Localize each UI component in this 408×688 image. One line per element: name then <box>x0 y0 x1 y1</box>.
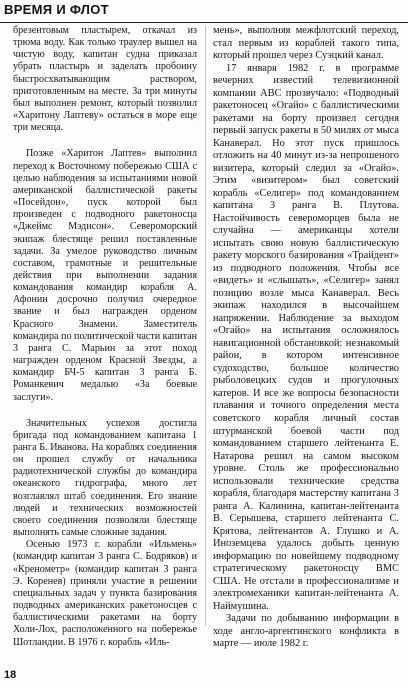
paragraph: Задачи по добыванию информации в ходе англо-аргентинского конфликта в марте — июле 1982 г. <box>213 613 399 650</box>
page-number: 18 <box>4 669 17 681</box>
paragraph: 17 января 1982 г. в программе вечерних известий телевизионной компании ABC прозвучало: «Подводный ракетоносец «Огайо» с баллистическими ракетами на борту произвел сегодня первый запуск ракеты в 50 милях от мыса Канаверал. Но этот пуск пришлось отложить на 40 минут из-за непрошеного визитера, который следил за «Огайо». Этим «визитером» был советский корабль «Селигер» под командованием капитана 3 ранга В. Плутова. Настойчивость североморцев была не случайна — американцы хотели испытать свою новую баллистическую ракету морского базирования «Трайдент» из подводного положения. Чтобы все «видеть» и «слышать», «Селигер» занял позицию возле мыса Канаверал. Весь экипаж находился в высочайшем напряжении. Наблюдение за выходом «Огайо» на испытания осложнялось навигационной обстановкой: незнакомый район, в котором интенсивное судоходство, большое количество рыболовецких судов и прогулочных катеров. И все же вопросы безопасности плавания и точного определения места советского корабля личный состав штурманской боевой части под командованием старшего лейтенанта Е. Натарова решил на самом высоком уровне. Столь же профессионально использовали технические средства корабля, благодаря мастерству капитана 3 ранга А. Калинина, капитан-лейтенанта В. Серышева, старшего лейтенанта С. Крятова, лейтенантов А. Глушко и А. Иноземцева удалось добыть ценную информацию по новейшему подводному стратегическому ракетоносцу ВМС США. Не отстали в профессионализме и электромеханики капитан-лейтенанта А. Наймушина. <box>213 62 399 612</box>
article-column-right <box>213 25 399 651</box>
paragraph: Значительных успехов достигла бригада под командованием капитана 1 ранга Б. Иванова. На кораблях соединения он прошел службу от начальника радиотехнической службы до командира океанского гидрографа, много лет возглавлял штаб соединения. Его знание людей и технических возможностей своего соединения позволяли блестяще выполнять самые сложные задания. <box>13 417 197 539</box>
article-column-left <box>13 25 197 649</box>
column-divider <box>205 26 206 626</box>
paragraph: мень», выполняя межфлотский переход, стал первым из кораблей такого типа, который прошел через Суэцкий канал. <box>213 25 399 62</box>
paragraph: брезентовым пластырем, откачал из трюма воду. Как только траулер вышел на чистую воду, капитан судна приказал убрать пластырь и заделать пробоину быстросхватывающим раствором, приготовленным на месте. За три минуты был выполнен ремонт, который позволил «Харитону Лаптеву» остаться в море еще три месяца. <box>13 25 197 134</box>
section-title: ВРЕМЯ И ФЛОТ <box>4 2 109 17</box>
paragraph: Позже «Харитон Лаптев» выполнил переход к Восточному побережью США с целью наблюдения за испытаниями новой американской баллистической ракеты «Посейдон», пуск которой был произведен с подводного ракетоносца «Джеймс Мэдисон». Североморский экипаж блестяще решил поставленные задачи. За умелое руководство личным составом, грамотные и решительные действия при выполнении задания командования командир корабля А. Афонин досрочно получил очередное звание и был награжден орденом Красного Знамени. Заместитель командира по политической части капитан 3 ранга С. Марьин за этот поход награжден орденом Красной Звезды, а командир БЧ-5 капитан 3 ранга Б. Романкевич медалью «За боевые заслуги». <box>13 148 197 403</box>
section-header <box>0 0 408 23</box>
paragraph: Осенью 1973 г. корабли «Ильмень» (командир капитан 3 ранга С. Бодряков) и «Кренометр» (командир капитан 3 ранга Э. Коренев) приняли участие в решении специальных задач у пункта базирования подводных американских ракетоносцев с баллистическими ракетами на борту Холи-Лох, расположенного на побережье Шотландии. В 1976 г. корабль «Иль- <box>13 539 197 648</box>
